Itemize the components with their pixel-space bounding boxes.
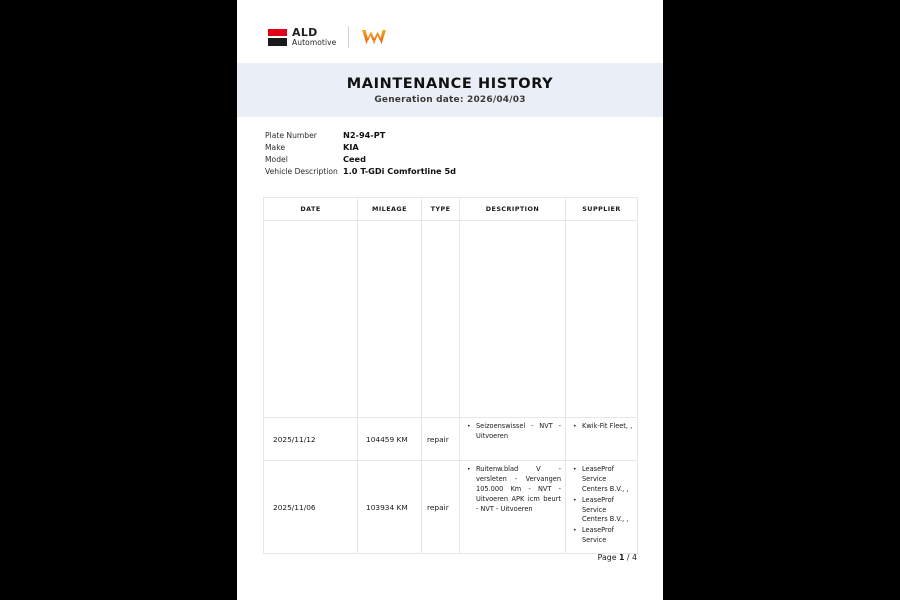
vehicle-description-label: Vehicle Description (265, 167, 338, 176)
ald-logo (268, 27, 336, 47)
svg-text:wagenplan: wagenplan (367, 39, 382, 43)
cell-date: 2025/11/12 (264, 418, 358, 461)
page-number: 1 (619, 553, 625, 562)
vehicle-info-row (265, 130, 565, 142)
supplier-item: • LeaseProf Service Centers B.V., , (582, 496, 633, 526)
cell-supplier (566, 418, 638, 461)
cell-date: 2025/11/06 (264, 461, 358, 554)
vehicle-info-block (265, 130, 565, 178)
cell-mileage: 104459 KM (358, 418, 422, 461)
page-title: MAINTENANCE HISTORY (346, 75, 554, 92)
description-item: • Ruitenw.blad V - versleten - Vervangen 105.000 Km - NVT - Uitvoeren APK icm beurt - NVT - Uitvoeren (476, 465, 561, 514)
supplier-item: • Kwik-Fit Fleet, , (582, 422, 633, 432)
vehicle-info-row (265, 154, 565, 166)
empty-cell (422, 221, 460, 418)
column-header-date: DATE (264, 198, 358, 221)
table-row (264, 418, 638, 461)
partner-w-logo-icon (361, 28, 387, 47)
plate-number-value: N2-94-PT (343, 130, 386, 140)
description-list (460, 461, 565, 519)
cell-description (460, 418, 566, 461)
plate-number-label: Plate Number (265, 131, 317, 140)
empty-cell (566, 221, 638, 418)
ald-logo-tagline: Automotive (292, 38, 337, 48)
column-header-supplier: SUPPLIER (566, 198, 638, 221)
cell-description (460, 461, 566, 554)
make-label: Make (265, 143, 286, 152)
document-page (237, 0, 663, 600)
logo-group (268, 26, 387, 48)
cell-mileage: 103934 KM (358, 461, 422, 554)
logo-header (237, 0, 663, 63)
description-list (460, 418, 565, 447)
page-footer-prefix: Page (597, 553, 620, 562)
table-row (264, 461, 638, 554)
column-header-type: TYPE (422, 198, 460, 221)
column-header-mileage: MILEAGE (358, 198, 422, 221)
vehicle-info-row (265, 142, 565, 154)
cell-type: repair (422, 418, 460, 461)
supplier-item: • LeaseProf Service (582, 526, 633, 546)
supplier-item: • LeaseProf Service Centers B.V., , (582, 465, 633, 495)
empty-cell (358, 221, 422, 418)
ald-logo-mark-icon (268, 29, 287, 46)
vehicle-info-row (265, 166, 565, 178)
model-label: Model (265, 155, 288, 164)
title-band (237, 63, 663, 117)
supplier-list (566, 461, 637, 551)
logo-divider (348, 26, 349, 48)
vehicle-description-value: 1.0 T-GDi Comfortline 5d (343, 166, 457, 176)
table-header-row (264, 198, 638, 221)
ald-logo-text (292, 27, 336, 47)
generation-date: Generation date: 2026/04/03 (374, 94, 526, 105)
table-empty-spacer-row (264, 221, 638, 418)
empty-cell (460, 221, 566, 418)
cell-supplier (566, 461, 638, 554)
column-header-description: DESCRIPTION (460, 198, 566, 221)
make-value: KIA (343, 142, 359, 152)
page-footer (237, 553, 637, 562)
empty-cell (264, 221, 358, 418)
page-footer-suffix: / 4 (624, 553, 637, 562)
cell-type: repair (422, 461, 460, 554)
supplier-list (566, 418, 637, 437)
description-item: • Seizoenswissel - NVT - Uitvoeren (476, 422, 561, 442)
ald-logo-name: ALD (292, 26, 318, 40)
maintenance-history-table (263, 197, 638, 554)
model-value: Ceed (343, 154, 366, 164)
